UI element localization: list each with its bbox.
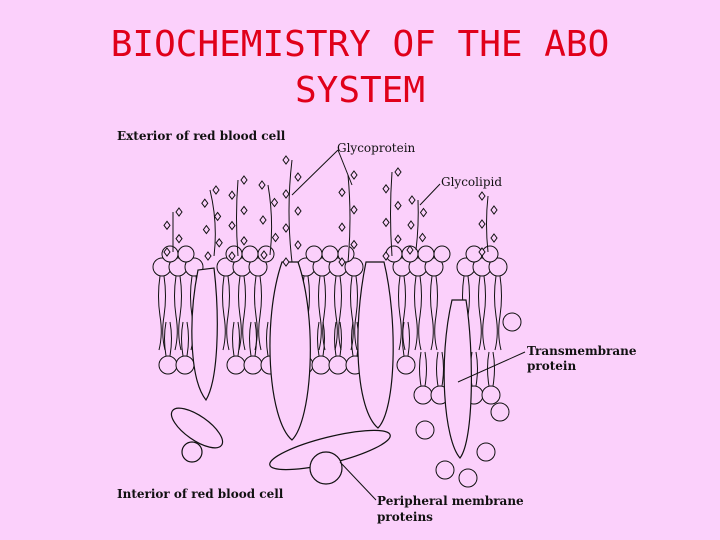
lipid-tail (488, 352, 495, 386)
leader-glycolipid (420, 184, 440, 205)
sugar-unit (203, 226, 209, 234)
lipid-tail (250, 322, 257, 356)
label-glycoprotein: Glycoprotein (337, 141, 416, 155)
sugar-unit (259, 181, 265, 189)
sugar-unit (241, 206, 247, 214)
sugar-unit (295, 173, 301, 181)
lipid-head (414, 386, 432, 404)
sugar-unit (491, 206, 497, 214)
sugar-unit (409, 196, 415, 204)
sugar-unit (383, 185, 389, 193)
lipid-head (312, 356, 330, 374)
sugar-unit (479, 192, 485, 200)
lipid-head (503, 313, 521, 331)
lipid-head (329, 356, 347, 374)
carbohydrate-stem (268, 185, 272, 255)
title-line-1: BIOCHEMISTRY OF THE ABO (110, 24, 610, 65)
lipid-tail (431, 276, 438, 350)
lipid-tail (165, 322, 172, 356)
title-line-2: SYSTEM (294, 70, 426, 111)
lipid-head (159, 356, 177, 374)
leader-glycoprotein (338, 150, 352, 185)
carbohydrate-stem (391, 172, 393, 256)
lipid-head (434, 246, 450, 262)
lipid-tail (437, 352, 444, 386)
sugar-unit (479, 220, 485, 228)
sugar-unit (202, 199, 208, 207)
carbohydrate-stem (289, 160, 292, 262)
label-transmembrane-1: Transmembrane (527, 344, 637, 358)
lipid-tail (420, 352, 427, 386)
sugar-unit (216, 239, 222, 247)
peripheral-protein (182, 442, 202, 462)
lipid-head (322, 246, 338, 262)
label-glycolipid: Glycolipid (441, 175, 503, 189)
lipid-tail (399, 276, 406, 350)
sugar-unit (241, 237, 247, 245)
sugar-unit (339, 188, 345, 196)
sugar-unit (421, 209, 427, 217)
sugar-unit (229, 222, 235, 230)
sugar-unit (351, 241, 357, 249)
label-interior: Interior of red blood cell (117, 487, 284, 501)
sugar-unit (241, 176, 247, 184)
sugar-unit (395, 235, 401, 243)
sugar-unit (213, 186, 219, 194)
sugar-unit (283, 190, 289, 198)
lipid-head (418, 246, 434, 262)
lipid-tail (233, 322, 240, 356)
lipid-head (397, 356, 415, 374)
label-peripheral-1: Peripheral membrane (377, 494, 524, 508)
sugar-unit (283, 156, 289, 164)
lipid-tail (255, 276, 262, 350)
lipid-head (482, 246, 498, 262)
label-peripheral-2: proteins (377, 510, 433, 524)
lipid-head (244, 356, 262, 374)
sugar-unit (351, 206, 357, 214)
carbohydrate-stem (416, 200, 418, 250)
sugar-unit (205, 252, 211, 260)
leader-peripheral (340, 462, 376, 500)
lipid-head (386, 246, 402, 262)
lipid-head (459, 469, 477, 487)
transmembrane-protein (192, 268, 217, 400)
lipid-head (477, 443, 495, 461)
sugar-unit (273, 234, 279, 242)
label-exterior: Exterior of red blood cell (117, 129, 286, 143)
lipid-tail (335, 322, 342, 356)
peripheral-protein (310, 452, 342, 484)
sugar-unit (339, 223, 345, 231)
sugar-unit (395, 202, 401, 210)
sugar-unit (351, 171, 357, 179)
lipid-head (242, 246, 258, 262)
sugar-unit (295, 241, 301, 249)
sugar-unit (383, 218, 389, 226)
lipid-head (466, 246, 482, 262)
sugar-unit (176, 235, 182, 243)
sugar-unit (420, 234, 426, 242)
sugar-unit (272, 199, 278, 207)
lipid-head (482, 386, 500, 404)
lipid-tail (223, 276, 230, 350)
lipid-head (176, 356, 194, 374)
lipid-tail (415, 276, 422, 350)
lipid-tail (175, 276, 182, 350)
lipid-tail (479, 276, 486, 350)
sugar-unit (215, 212, 221, 220)
transmembrane-protein (270, 262, 310, 440)
lipid-head (227, 356, 245, 374)
label-transmembrane-2: protein (527, 359, 577, 373)
sugar-unit (164, 221, 170, 229)
carbohydrate-stem (210, 190, 215, 256)
transmembrane-protein (358, 262, 393, 428)
carbohydrate-stem (237, 180, 239, 256)
sugar-unit (260, 216, 266, 224)
lipid-tail (335, 276, 342, 350)
sugar-unit (229, 191, 235, 199)
sugar-unit (283, 224, 289, 232)
lipid-head (306, 246, 322, 262)
leader-glycoprotein (292, 150, 338, 195)
sugar-unit (491, 234, 497, 242)
lipid-head (416, 421, 434, 439)
lipid-head (491, 403, 509, 421)
transmembrane-protein (444, 300, 471, 458)
sugar-unit (295, 207, 301, 215)
lipid-tail (182, 322, 189, 356)
lipid-tail (495, 276, 502, 350)
lipid-head (436, 461, 454, 479)
sugar-unit (395, 168, 401, 176)
sugar-unit (176, 208, 182, 216)
sugar-unit (408, 221, 414, 229)
lipid-head (178, 246, 194, 262)
carbohydrate-stem (487, 196, 489, 252)
lipid-head (162, 246, 178, 262)
